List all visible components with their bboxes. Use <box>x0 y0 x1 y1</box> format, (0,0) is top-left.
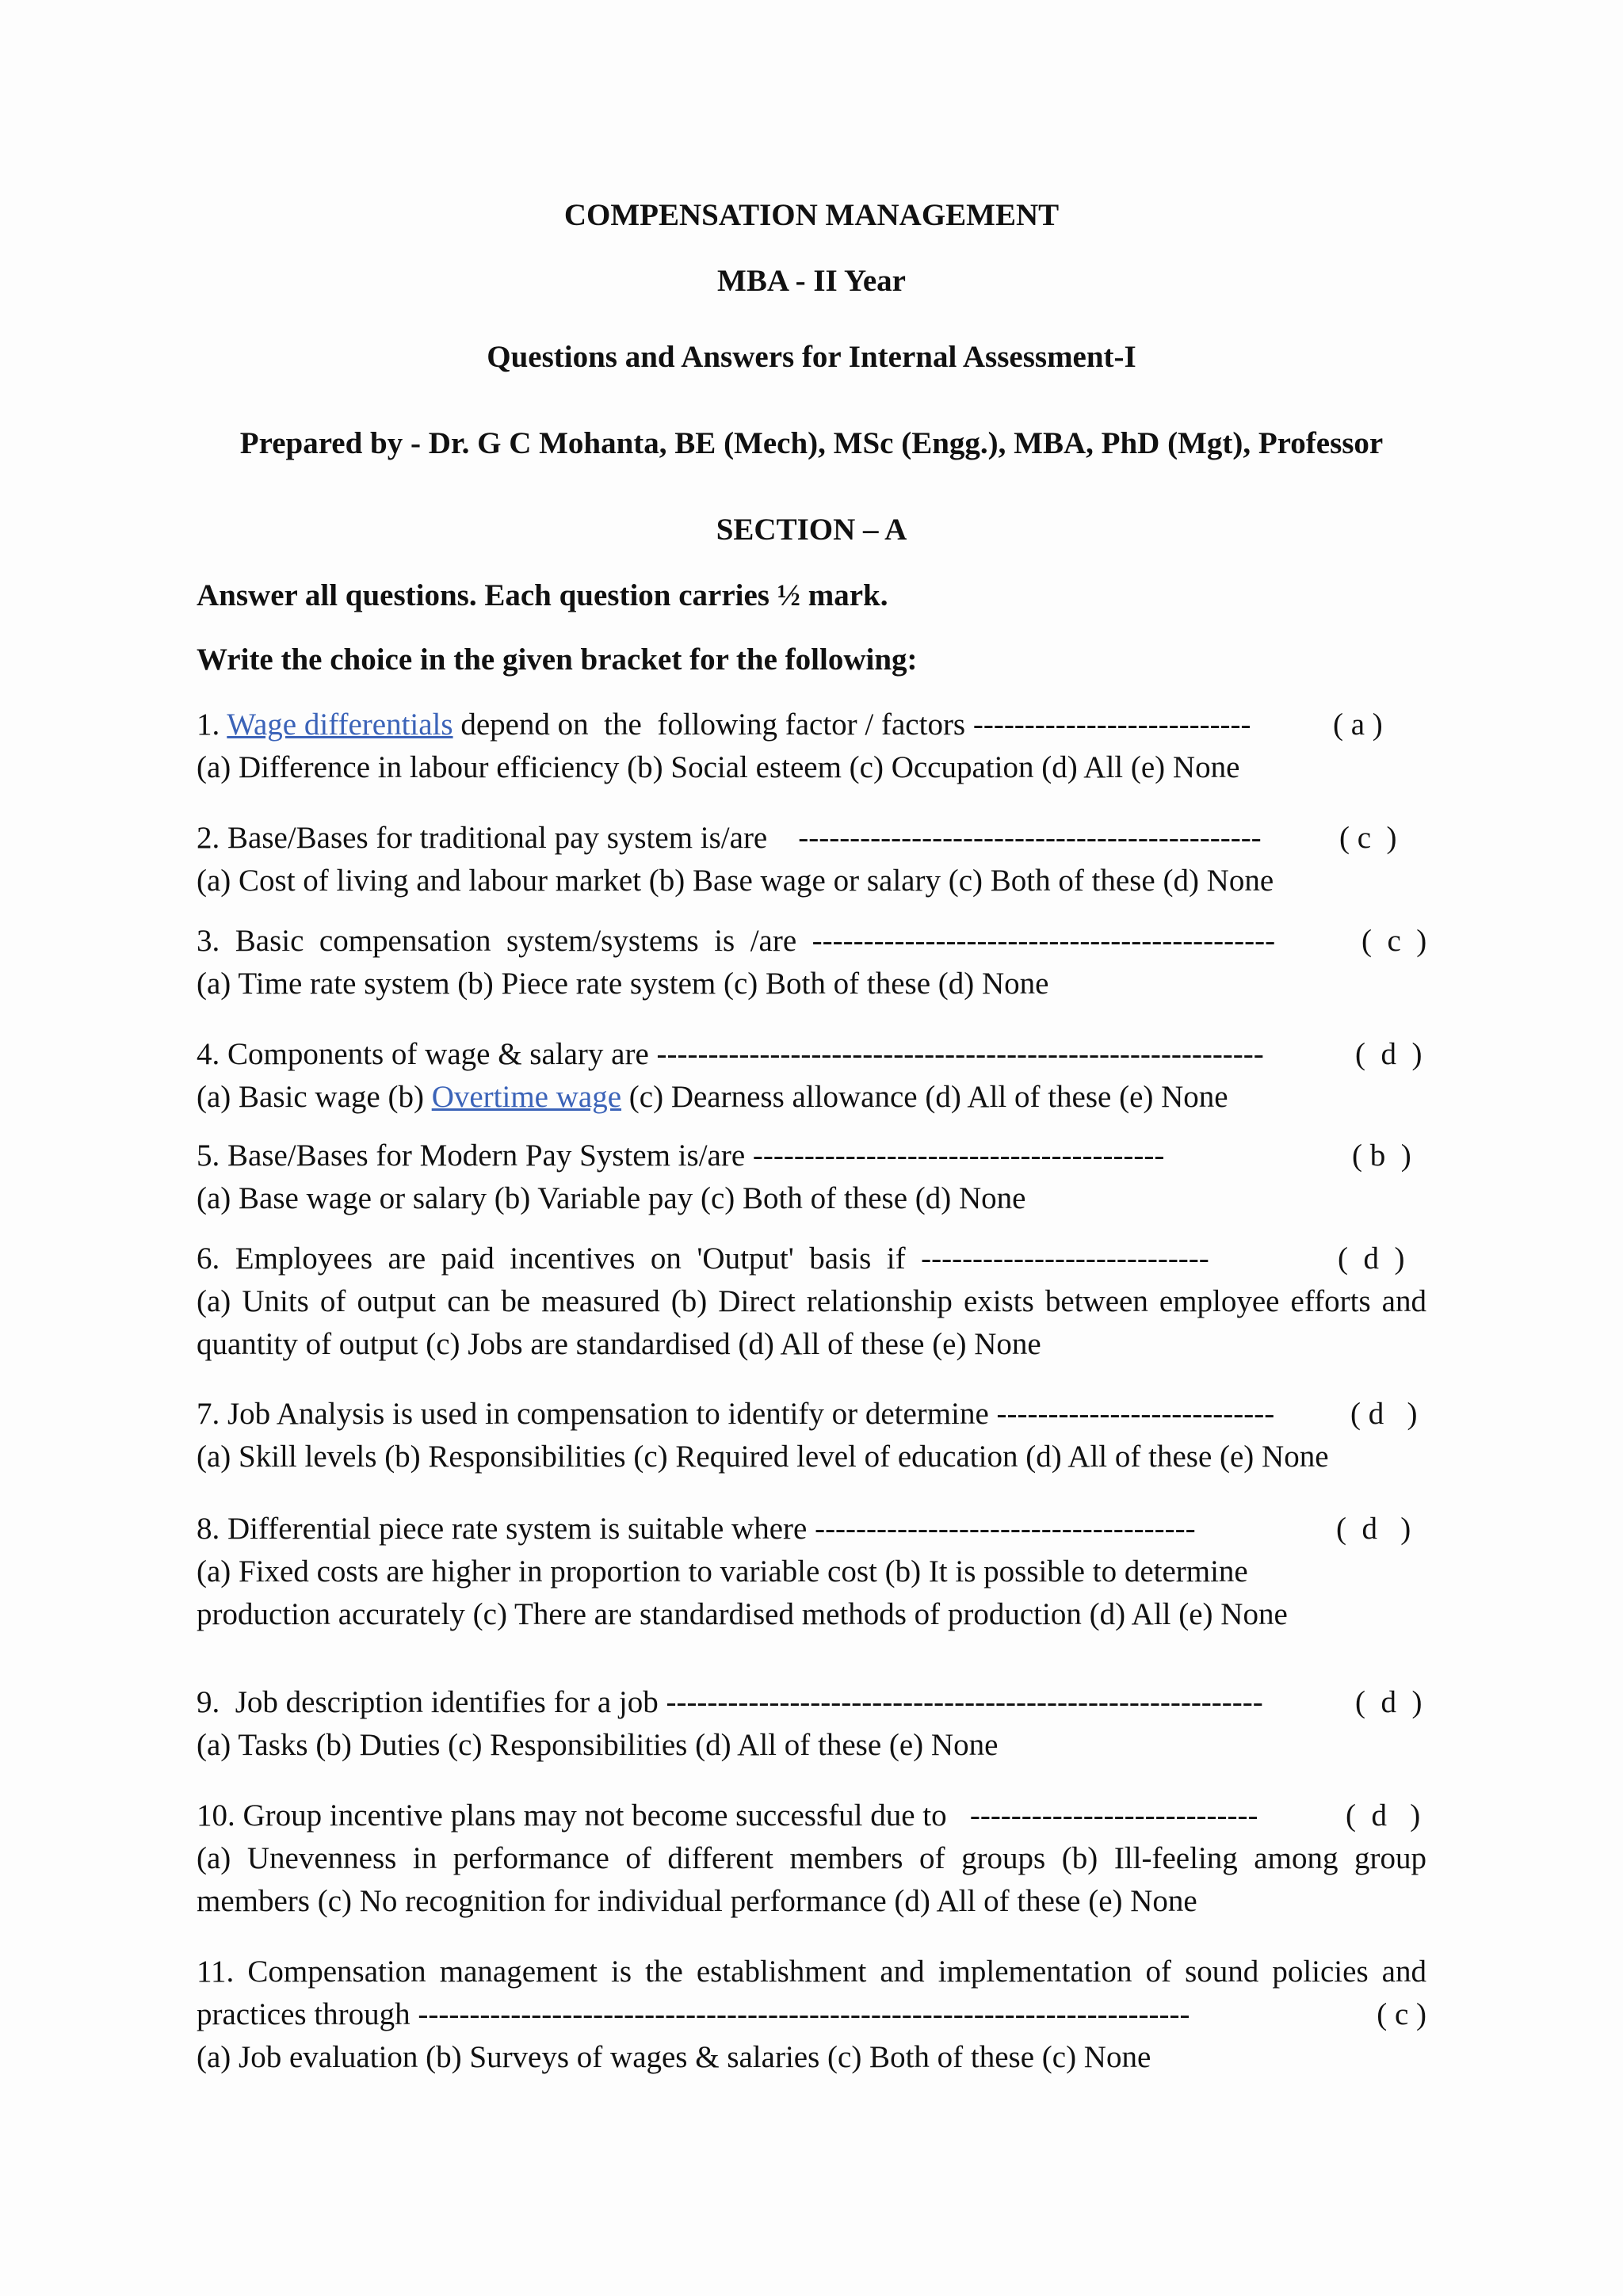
question-1 <box>197 704 1426 789</box>
question-text: depend on the following factor / factors --------------------------- <box>453 707 1251 742</box>
question-number: 1. <box>197 707 227 742</box>
section-heading: SECTION – A <box>716 513 907 547</box>
question-text: 4. Components of wage & salary are ----------------------------------------------------------- <box>197 1037 1264 1071</box>
question-line <box>197 817 1426 860</box>
answer-options: (a) Units of output can be measured (b) Direct relationship exists between employee efforts and quantity of output (c) Jobs are standardised (d) All of these (e) None <box>197 1284 1426 1361</box>
question-3 <box>197 920 1426 1005</box>
answer-options: (a) Cost of living and labour market (b) Base wage or salary (c) Both of these (d) None <box>197 864 1274 898</box>
question-line <box>197 1794 1426 1837</box>
question-text: 8. Differential piece rate system is suitable where ------------------------------------- <box>197 1512 1196 1546</box>
question-text: 11. Compensation management is the establishment and implementation of sound policies and practices through --------------------------------------------------------------------------- <box>197 1955 1426 2031</box>
answer-bracket: ( b ) <box>1352 1138 1411 1173</box>
answer-bracket: ( c ) <box>1339 821 1397 855</box>
answer-bracket: ( d ) <box>1355 1685 1423 1719</box>
question-2 <box>197 817 1426 902</box>
prepared-by: Prepared by - Dr. G C Mohanta, BE (Mech), MSc (Engg.), MBA, PhD (Mgt), Professor <box>239 426 1384 460</box>
question-line <box>197 920 1426 963</box>
instruction-choice: Write the choice in the given bracket for the following: <box>197 643 918 677</box>
answer-options: (a) Base wage or salary (b) Variable pay (c) Both of these (d) None <box>197 1181 1026 1215</box>
answer-options: (a) Tasks (b) Duties (c) Responsibilities (d) All of these (e) None <box>197 1728 999 1762</box>
question-4 <box>197 1033 1426 1119</box>
answer-options: (a) Difference in labour efficiency (b) Social esteem (c) Occupation (d) All (e) None <box>197 750 1240 784</box>
answer-options: (a) Unevenness in performance of different members of groups (b) Ill-feeling among group members (c) No recognition for individual performance (d) All of these (e) None <box>197 1841 1426 1918</box>
question-text: 3. Basic compensation system/systems is /are --------------------------------------------- <box>197 924 1276 958</box>
question-line <box>197 1508 1426 1550</box>
question-line <box>197 704 1426 746</box>
wage-differentials-link[interactable]: Wage differentials <box>227 707 453 742</box>
question-line <box>197 1135 1426 1177</box>
document-subtitle: Questions and Answers for Internal Assessment-I <box>487 340 1136 374</box>
answer-options: (a) Fixed costs are higher in proportion to variable cost (b) It is possible to determine production accurately (c) There are standardised methods of production (d) All (e) None <box>197 1554 1288 1631</box>
question-text: 2. Base/Bases for traditional pay system is/are --------------------------------------------- <box>197 821 1262 855</box>
question-7 <box>197 1393 1426 1478</box>
question-8 <box>197 1508 1426 1636</box>
answer-options: (a) Job evaluation (b) Surveys of wages & salaries (c) Both of these (c) None <box>197 2040 1151 2074</box>
answer-bracket: ( c ) <box>1377 1997 1426 2031</box>
question-text: 5. Base/Bases for Modern Pay System is/are ---------------------------------------- <box>197 1138 1165 1173</box>
answer-options: (a) Skill levels (b) Responsibilities (c) Required level of education (d) All of these (e) None <box>197 1440 1329 1474</box>
overtime-wage-link[interactable]: Overtime wage <box>431 1080 622 1114</box>
question-text: 7. Job Analysis is used in compensation to identify or determine --------------------------- <box>197 1397 1275 1431</box>
question-text: 9. Job description identifies for a job ---------------------------------------------------------- <box>197 1685 1263 1719</box>
options-text: (c) Dearness allowance (d) All of these (e) None <box>621 1080 1228 1114</box>
question-text: 10. Group incentive plans may not become successful due to ---------------------------- <box>197 1798 1258 1833</box>
document-title: COMPENSATION MANAGEMENT <box>563 198 1060 232</box>
answer-options: (a) Time rate system (b) Piece rate system (c) Both of these (d) None <box>197 967 1049 1001</box>
question-text: 6. Employees are paid incentives on 'Output' basis if ---------------------------- <box>197 1241 1209 1276</box>
question-line <box>197 1951 1426 2036</box>
options-text: (a) Basic wage (b) <box>197 1080 432 1114</box>
answer-bracket: ( d ) <box>1346 1798 1421 1833</box>
question-line <box>197 1393 1426 1436</box>
question-10 <box>197 1794 1426 1923</box>
question-line <box>197 1033 1426 1076</box>
answer-bracket: ( d ) <box>1350 1397 1418 1431</box>
question-line <box>197 1238 1426 1280</box>
answer-bracket: ( d ) <box>1338 1241 1405 1276</box>
course-year: MBA - II Year <box>717 264 906 298</box>
question-9 <box>197 1681 1426 1767</box>
answer-bracket: ( c ) <box>1361 924 1427 958</box>
question-line <box>197 1681 1426 1724</box>
question-11 <box>197 1951 1426 2079</box>
question-6 <box>197 1238 1426 1366</box>
answer-bracket: ( d ) <box>1336 1512 1411 1546</box>
question-5 <box>197 1135 1426 1220</box>
answer-bracket: ( d ) <box>1355 1037 1423 1071</box>
instruction-marks: Answer all questions. Each question carries ½ mark. <box>197 578 888 612</box>
answer-bracket: ( a ) <box>1333 707 1383 742</box>
